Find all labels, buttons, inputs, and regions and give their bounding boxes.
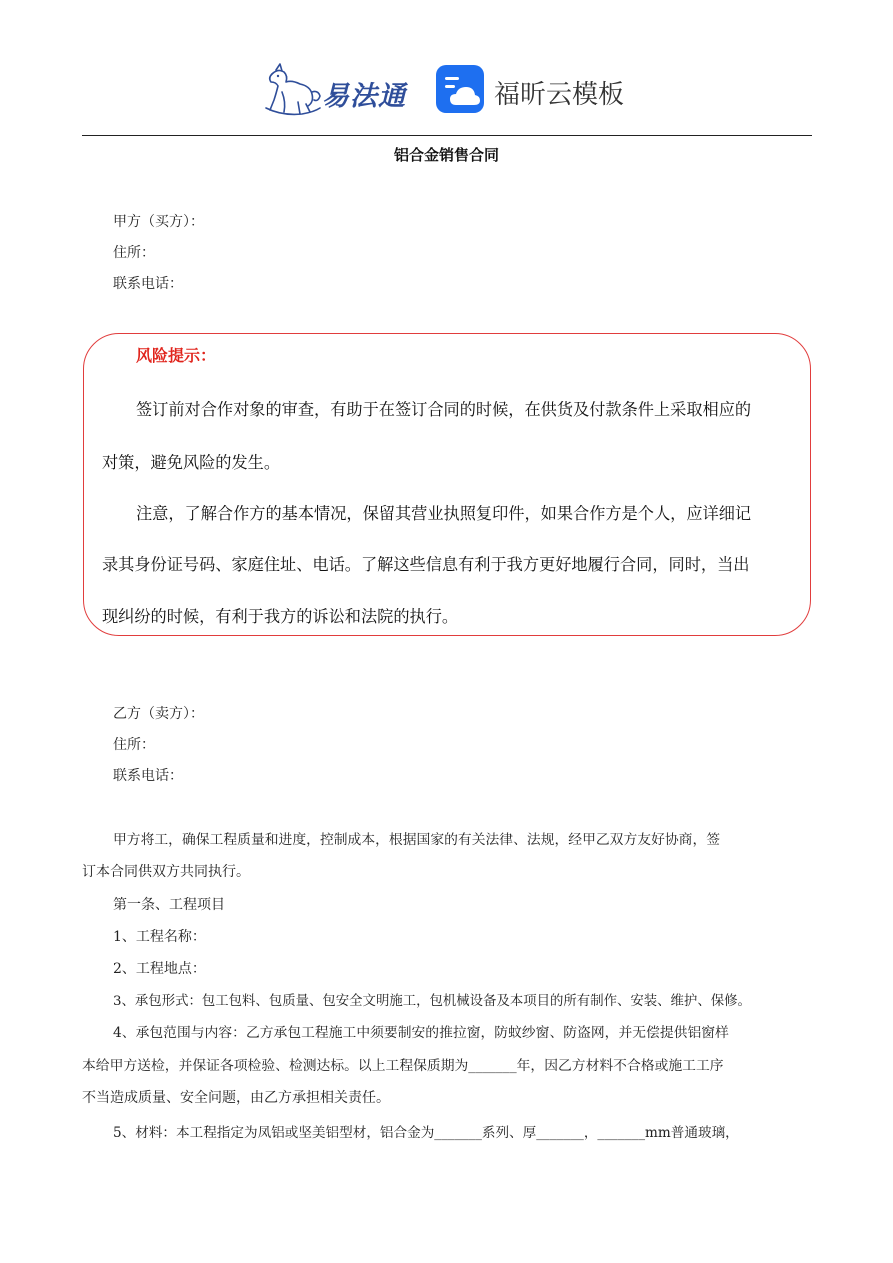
- party-a-phone-label: 联系电话：: [113, 276, 183, 292]
- party-b-address-label: 住所：: [113, 737, 155, 753]
- left-brand-name: 易法通: [322, 81, 406, 112]
- risk-notice-line: 注意，了解合作方的基本情况，保留其营业执照复印件，如果合作方是个人，应详细记: [136, 504, 752, 523]
- contract-body-line: 甲方将工，确保工程质量和进度，控制成本，根据国家的有关法律、法规，经甲乙双方友好协商，签: [113, 832, 721, 848]
- contract-body-line: 订本合同供双方共同执行。: [82, 864, 250, 880]
- contract-body-line: 3、承包形式：包工包料、包质量、包安全文明施工，包机械设备及本项目的所有制作、安装、维护、保修。: [113, 994, 751, 1009]
- unicorn-horse-emblem-icon: [262, 62, 322, 118]
- risk-notice-title: 风险提示：: [136, 346, 217, 365]
- contract-body-line: 1、工程名称：: [113, 929, 206, 945]
- party-a-address-label: 住所：: [113, 245, 155, 261]
- cloud-document-icon: [436, 65, 484, 113]
- risk-notice-box: [83, 333, 811, 636]
- risk-notice-line: 签订前对合作对象的审查，有助于在签订合同的时候，在供货及付款条件上采取相应的: [136, 400, 752, 419]
- document-header: [0, 58, 893, 124]
- document-title: 铝合金销售合同: [393, 146, 499, 164]
- risk-notice-line: 现纠纷的时候，有利于我方的诉讼和法院的执行。: [102, 607, 459, 626]
- contract-body-line: 2、工程地点：: [113, 961, 206, 977]
- contract-body-line: 不当造成质量、安全问题，由乙方承担相关责任。: [82, 1090, 390, 1106]
- contract-body-line: 5、材料：本工程指定为凤铝或坚美铝型材，铝合金为_______系列、厚_______，_______mm普通玻璃，: [113, 1125, 739, 1141]
- contract-body-line: 本给甲方送检，并保证各项检验、检测达标。以上工程保质期为_______年，因乙方材料不合格或施工工序: [82, 1058, 724, 1074]
- party-a-name-label: 甲方（买方）：: [113, 214, 204, 230]
- contract-body-line: 4、承包范围与内容：乙方承包工程施工中须要制安的推拉窗，防蚊纱窗、防盗网，并无偿提供铝窗样: [113, 1025, 729, 1041]
- right-brand-name: 福昕云模板: [494, 80, 625, 110]
- risk-notice-line: 对策，避免风险的发生。: [102, 453, 281, 472]
- article-heading: 第一条、工程项目: [113, 897, 225, 913]
- header-divider: [82, 135, 812, 136]
- party-b-name-label: 乙方（卖方）：: [113, 706, 204, 722]
- party-b-phone-label: 联系电话：: [113, 768, 183, 784]
- risk-notice-line: 录其身份证号码、家庭住址、电话。了解这些信息有利于我方更好地履行合同，同时，当出: [102, 555, 750, 574]
- yifatong-logo: [262, 58, 412, 120]
